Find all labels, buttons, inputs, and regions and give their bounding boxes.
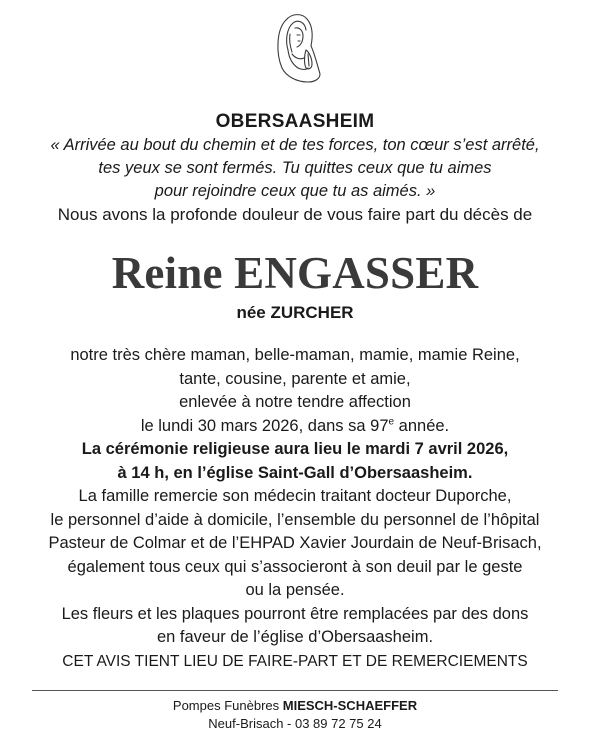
funeral-home-title [0, 697, 590, 715]
funeral-home-name: MIESCH-SCHAEFFER [282, 698, 418, 713]
death-date-line [0, 415, 590, 439]
body-line: enlevée à notre tendre affection [179, 393, 411, 411]
flowers-line: Les fleurs et les plaques pourront être remplacées par des dons [61, 604, 529, 623]
praying-virgin-icon [262, 6, 328, 90]
body-line: tante, cousine, parente et amie, [179, 369, 411, 388]
funeral-home-prefix: Pompes Funèbres [172, 698, 283, 713]
maiden-name: née ZURCHER [236, 303, 354, 322]
quote-line: « Arrivée au bout du chemin et de tes forces, ton cœur s’est arrêté, [50, 136, 540, 154]
quote [0, 134, 590, 203]
funeral-home-contact: Neuf-Brisach - 03 89 72 75 24 [208, 716, 382, 731]
quote-line: tes yeux se sont fermés. Tu quittes ceux que tu aimes [98, 159, 492, 177]
divider [32, 690, 558, 691]
quote-line: pour rejoindre ceux que tu as aimés. » [154, 182, 436, 200]
ceremony-line: à 14 h, en l’église Saint-Gall d’Obersaasheim. [117, 463, 473, 482]
flowers-line: en faveur de l’église d’Obersaasheim. [156, 628, 434, 646]
funeral-home [0, 697, 590, 733]
thanks-line: La famille remercie son médecin traitant docteur Duporche, [78, 487, 512, 505]
thanks-line: Pasteur de Colmar et de l’EHPAD Xavier Jourdain de Neuf-Brisach, [48, 534, 542, 552]
body-line: notre très chère maman, belle-maman, mamie, mamie Reine, [70, 346, 520, 364]
thanks-line: le personnel d’aide à domicile, l’ensemble du personnel de l’hôpital [50, 510, 540, 529]
death-date-text: le lundi 30 mars 2026, dans sa 97 [140, 416, 389, 435]
ordinal-suffix: e [388, 416, 395, 427]
intro-text: Nous avons la profonde douleur de vous faire part du décès de [57, 205, 533, 224]
thanks-line: également tous ceux qui s’associeront à son deuil par le geste [67, 557, 523, 576]
deceased-name: Reine ENGASSER [111, 248, 479, 298]
ceremony-line: La cérémonie religieuse aura lieu le mardi 7 avril 2026, [81, 440, 509, 458]
obituary-body [0, 344, 590, 650]
notice-statement: CET AVIS TIENT LIEU DE FAIRE-PART ET DE REMERCIEMENTS [62, 653, 528, 670]
death-date-end: année. [394, 416, 450, 435]
thanks-line: ou la pensée. [245, 581, 345, 599]
town-name: OBERSAASHEIM [215, 111, 375, 132]
